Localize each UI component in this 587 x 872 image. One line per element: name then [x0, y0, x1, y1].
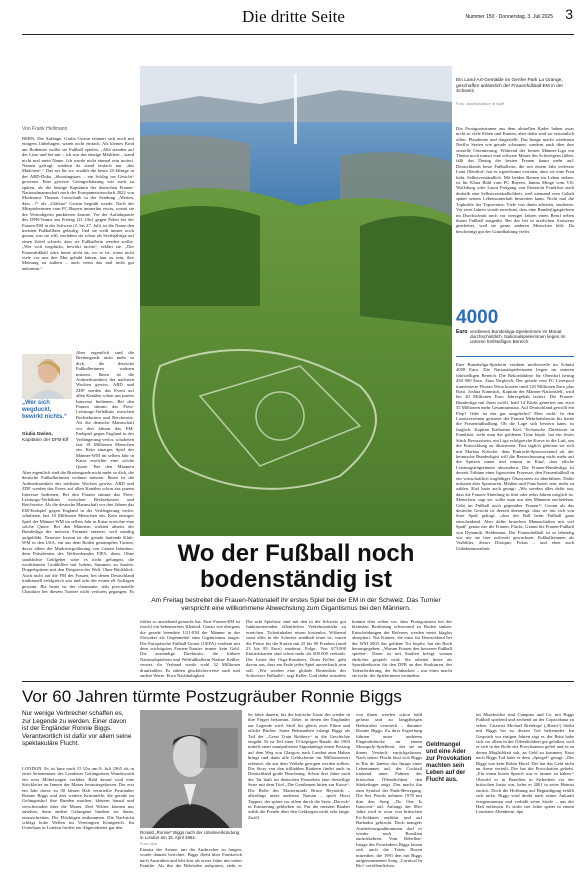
- biggs-photo-credit: Foto: dpa: [140, 841, 157, 846]
- biggs-photo: [140, 710, 242, 828]
- biggs-deck: Nur wenige Verbrecher schaffen es, zur Legende zu werden. Einer davon ist der Engländer Ronnie Biggs. Verantwortlich ist dafür vor allem seine spektakuläre Flucht.: [22, 710, 132, 748]
- deck: Am Freitag bestreitet die Frauen-Nationalelf ihr erstes Spiel bei der EM in der Schweiz. Das Turnier verspricht eine willkommene Abwechslung zum Gigantismus bei den Männern.: [151, 597, 441, 612]
- article-bottom-col-3: kommt eher selten vor, dass Protagonisten bei der kleinsten Berührung schwerund zu Boden sinken. Entscheidungen der Referees werden meist klaglos akzeptiert. Nia Künzer, die einst für Deutschland bei der WM 2003 das goldene Tor köpfte, hat ein Buch herausgegeben: „Warum Frauen den besseren Fußball spielen“. Darin ist mit Studien belegt, warum ehrlicher gespielt wird. Sie arbeitet heute als Sportdirektorin für den DFB an den Strukturen, der Talentförderung, der Sichtbarkeit – nur eines macht sie nicht: die Spielerinnen verändern.: [352, 619, 452, 679]
- stat-rule: [456, 356, 574, 357]
- biggs-col-1: LONDON. Es ist kurz nach 15 Uhr am 8. Juli 1965 als in einer Seitenmauer des Londoner Gefängnisses Wandsworth ein roter Möbelwagen vorfährt. Bald darauf wird eine Strickleiter an Innern der Mauer heruntergelassen. Der erst ein Jahr davor zu 30 Jahren Haft verurteilte Posträuber Ronnie Biggs und drei weitere Kriminelle, die gerade im Gefängnishof ihre Runden machen, klettern hinauf und verschwinden über die Mauer. Drei Wärter können nur zusehen, denn andere Gefangene hindern sie daran, einzuschreiten. Die Flüchtigen entkommen. Die Nachricht schlägt hohe Wellen im Vereinigten Königreich. Im Unterhaus in London fordert ein Abgeordneter gar den: [22, 766, 134, 831]
- article-col-right: Die Protagonistinnen aus dem aktuellen Kader haben zwar nicht so viele Erben und Kanten, aber dafür sind sie erstaunlich offen. Plaudernte und dargestellt. Das Image macht wiederum Netflix Serien wie gerade schaunen, sondern auch über ihre sexuelle Orientierung. Während der besten Männer-Liga ein Thema noch immer eine schwere Mauer des Schweigens füllen, fällt das Daring der besten Frauen kaum mehr auf. Deutschlands beste Fußballerin, die seit einem Jahr verletzte Lena Oberdorf, hat es irgendwann verraten, dass sie eine Frau liebt. Selbstverständlich. Mit beiden Beinen im Leben stehen, ist für Klara Bühl vom FC Bayern, Janina Minge vom VfL Wolfsburg oder Laura Freigang von Eintracht Frankfurt auch deshalb eine Selbstverständlichkeit, weil niemand vom Gehalt später seinen Lebensunterhalt bestreiten kann. Nicht mal die Topkräfte der Topvereine. Viele von ihnen arbeiten, studieren. Vor zwei Jahren wurde errechnet, dass eine Bundesligaspielerin im Durchschnitt noch vor weniger Jahren einen Beruf neben ihrem Fußball ausgeübt. Bei der bei in ärztlichen Assistenz gearbeitet, weil sie gerne anderen Menschen hilft. Da bescheinigt gut der Grundhaltung vieler.: [456, 126, 574, 234]
- biggs-photo-caption: Ronald „Ronnie“ Biggs nach der Urteilsverkündung in London am 15. April 1964.: [140, 830, 240, 841]
- portrait-quote: „Wer sich wegduckt, bewirkt nichts.“: [22, 400, 68, 420]
- article-bottom-col-2: Die acht Spielorte sind mit den in der Schweiz gut funktionierenden öffentlichen Verkehrsmitteln zu erreichen. Ticketinhaber reisen kostenlos. Während sonst alles in der Schweiz sündhaft teuer ist, waren die Preise für die Karten mit 25 bis 90 Franken (rund 23 bis 85 Euro) moderat. Folge: Von 673.000 Eintrittskarten sind schon mehr als 600.000 verkauft. Der Leiter des Orga-Komitees, Doris Keller, geht davon aus, dass am Ende jedes Spiel ausverkauft sein soll. „Wir werden eine globale Bestenliste des Schweizer Fußballs“, sagt Keller. Und dabei trotzdem: [246, 619, 346, 679]
- section-divider: [22, 681, 574, 682]
- page-number: 3: [565, 6, 573, 22]
- article-col-1c: [22, 470, 134, 595]
- article-col-1: BERN. Die Anfänge, Giulia Gwinn erinnert sich noch mit einigem Unbehagen, waren nicht einfach. Als kleines Kind am Bodensee wollte sie Fußball spielen. „Alle standen auf der Liste und bei mir – ich war das einzige Mädchen – stand nicht mal mein Name. Ich wurde nicht einmal rein notiert. Namen gefragt, sondern da stand einfach nur „das Mädchen“.“ Das sei für sie, erzählt die heute 25-Jährige in der ARD-Doku „Shootingstars – ein Schlag ins Gesicht“ gewesen. Eine gewisse Geringschätzung war auch zu spüren, als die heutige Kapitänin der deutschen Frauen-Nationalmannschaft nach der Europameisterschaft 2022 von Moderator Thomas Gottschalk in der Sendung „Wetten, dass…?“ als „Gläläna“ Gwinn begrüßt wurde. Nach der Mitspielerinnen vom FC Bayern immerhin etwas, womit sie die Verteidigerin punktieren konnte. Vor der Auftaktpartie des DFB-Teams am Freitag (21 Uhr) gegen Polen bei der Frauen-EM in der Schweiz (2. bis 27. Juli) ist die Name den meisten Fußballfans geläufig. Und sie weiß immer noch genau, was sie will, nachdem sie schon als Sechsjährige auf einen Zettel schrieb, dass sie Fußballerin werden wollte. „Wer sich wegduckt, bewirkt nichts“, erklärt sie. „Der Frauenfußball wäre heute nicht da, wo er ist, wenn nicht viele vor uns den Mut gehabt hätten, laut zu sein, ihre Meinung zu äußern – auch wenn das mal nicht gut ankommt.“: [22, 136, 134, 271]
- headline-line-2: bodenständig ist: [200, 566, 392, 593]
- portrait-name: [22, 432, 72, 438]
- stat-text: verdienen Bundesliga-Spielerinnen im Monat durchschnittlich. Nationalspielerinnen liegen im unteren fünfstelligen Bereich.: [470, 329, 566, 345]
- biggs-col-4: von ihnen werden schon bald gefasst und zu langjährigen Haftstrafen verurteilt – darunter Ronnie Biggs. Zu ihrer Ergreifung führten unter anderem Fingerabdrücke an einem Monopoly-Spielbrett, das sie an ihrem Versteck zurückgelassen. Nach seiner Flucht lässt sich Biggs in Rio de Janeiro das Image eines Lebemannes auf, der Cocktail trinkend unter Palmen der britischen Öffentlichkeit den Stinkefinger zeigt. Das macht ihn zum Symbol der Punk-Bewegung. Die Sex Pistols nehmen 1978 mit ihm den Song „No One Is Innocent“ auf. Anfangs der 80er Jahre wird er zwar von britischen Ex-Soldaten entführt und auf Barbados gebracht. Doch mangels Auslieferungsabkommen darf er wieder nach Brasilien zurückkehren. Vom Rebellen-Image des Posträubers Biggs lassen sich auch die Toten Hosen mitreißen, die 1991 den mit Biggs aufgenommenen Song „Carnival In Rio“ veröffentlichen,: [356, 712, 422, 868]
- article-bottom-col-1: früher so anziehend gemacht hat. Eine Frauen-EM ist (noch) ein bebenseretes Kleinod. Genau wie übrigens die gerade beendete U21-EM der Männer in der Slowakei als Gegenmittel zum Gigantismus taugte. Die Europäische Fußball-Union (UEFA) verdient mit dem wichtigsten Frauen-Turnier immer kein Geld. Die zuständige Direktorin, die frühere Nationalspielerin und Weltfußballerin Nadine Keßler, verriet, ihr Verband werde wohl 32 Millionen draufzahlen. Es zählen glücklicherweise auch mal andere Werte. Etwa Nachhaltigkeit.: [140, 619, 240, 679]
- article-col-1c-text: Aber eigentlich sind die Breitengrade nicht mehr so dick, die deutsche Fußballerinnen wohnen müssen. Ihnen ist die Aufmerksamkeit der nächsten Wochen gewiss. ARD und ZDF werden das Event auf allen Kanälen schon aus purem Interesse bedienen. Bei den Frauen stimmt das Preis-Leistungs-Verhältnis zwischen Rechtekosten und Reichweite. Als die deutsche Mannschaft vor drei Jahren das EM-Endspiel gegen England in der Verlängerung verlor, schalteten fast 18 Millionen Menschen ein. Kein einziges Spiel der Männer-WM im selben Jahr in Katar erreichte eine solche Quote. Bei den Männern wirkten abseits der Bundesliga die meisten Formate entzerrt, weil unstilig aufgebläht. Neuester Irrsinn ist die gerade laufende Klub-WM in den USA, ein aus dem Boden gestampftes Turnier, davor allem der Marktvergrößerung von Gianni Infantino, dem Präsidenten des Weltverbandes FIFA, dient. Ohne sauddichse Geldgeber wäre es nicht gelungen, die exorbitanten Großhilfen mit hohem Summen zu kaufen. Doppelspitzen mit den Despoten der Welt. Ohne Rückblick. Auch nicht auf die FM der Frauen, bei denen Deutschland traditionell erfolgreich war und acht der ersten elf Auflagen gewann. Bis heute ist der charmante, teils provinzielle Charakter bei diesem Turnier nicht verloren gegangen. Es: [22, 470, 134, 594]
- article-col-1b: Aber eigentlich sind die Breitengrade nicht mehr so dick, die deutsche Fußballerinnen wohnen müssen. Ihnen ist die Aufmerksamkeit der nächsten Wochen gewiss. ARD und ZDF werden das Event auf allen Kanälen schon aus purem Interesse bedienen. Bei den Frauen stimmt das Preis-Leistungs-Verhältnis zwischen Rechtekosten und Reichweite. Als die deutsche Mannschaft vor drei Jahren das EM-Endspiel gegen England in der Verlängerung verlor, schalteten fast 18 Millionen Menschen ein. Kein einziges Spiel der Männer-WM im selben Jahr in Katar erreichte eine solche Quote. Bei den Männern: [76, 350, 134, 469]
- headline-line-1: Wo der Fußball noch: [177, 540, 415, 567]
- section-title: Die dritte Seite: [242, 7, 345, 26]
- biggs-col-5: im Musikvideo sind Campino und Co. mit Biggs Fußball spielend und zechend an der Copacabana zu sehen. Gitarrist Michael Breitkopf („Breiti“) bleibt mit Biggs bis zu dessen Tod befreundet. Im Gespräch vor einigen Jahren sagt er, der Brite habe sich vor allem in der Öffentlichkeit gut gefallen, weil er sich in der Rolle des Provokateurs gefiel und es an denen Möglichkeit sah, an Geld zu kommen. Kurz nach Biggs Tod hatte er dem „Spiegel“ gesagt: „Der Biggs war kein Robin Hood. Der hat das Geld nicht an Arme verteilt. Der hat die Provokation geliebt. „Für einen bösen Spruch war er immer zu haben.“ Obwohl er in Brasilien in Sicherheit vor der britischen Justiz war, kehrt er 2001 in seine Heimat zurück. Doch die Hoffnung auf Begnadigung erfüllt sich nicht. Biggs wird direkt nach seiner Ankunft festgenommen und verbüßt seine Strafe – aus der Haft entlassen. Er stirbt vier Jahre später in einem Londoner Altenheim. dpa: [476, 712, 574, 815]
- biggs-col-3: So fahre dauern, bis die britische Justiz ihn wieder in ihre Finger bekommt. Jahre, in denen der Engländer zur Legende wird. Stoff für gleich zwei Filme und etliche Bücher. Seine Bekanntheit erlangt Biggs als Teil der „Great Train Robbery“ in die Geschichte eingeht. Er ist Teil einer 15-köpfigen Bande, die 1963 mittels einer manipulierten Signalanlage einen Postzug auf dem Weg von Glasgow nach London zum Halten bringt und dann alle Geldscheine im Millionenwert erbeutet, die aus dem Verkehr gezogen werden sollten. Die Story von den trilliablen Räubern findet auch in Deutschland große Beachtung. Schon drei Jahre nach der Tat läuft im deutschen Fernsehen eine dreiteilige Serie mit dem Titel „Die Gentlemen bitten zur Kasse“. Die Rolle des Masterminds Bruce Reynolds – allerdings unter anderem Namen – spielt Horst Tappert, der später vor allem durch die Serie „Derrick“ in Erinnerung geblieben ist. Für die meisten Räuber wählt die Freude über den Geldsegen nicht sehr lange. Zwölf: [248, 712, 350, 820]
- biggs-col-2: Einsatz der Armee, um die Ausbrecher zu fangen, wurde damals berichtet. Biggs flieht über Frankreich nach Australien und lebt dort als erstes Jahre mit seiner Familie. Als ihn die Behörden aufspüren, zieht er: [140, 847, 242, 869]
- main-photo: [140, 66, 452, 536]
- issue-meta: Nummer 150 · Donnerstag, 3. Juli 2025: [465, 14, 553, 20]
- photo-credit: Foto: dpa/Salvatore di Nolfi: [456, 101, 505, 106]
- article-col-right-2: Eine Bundesliga-Spielerin verdient mittlerweile im Schnitt 4000 Euro. Die Nationalspielerinnen liegen im unteren fünfstelligen Bereich. Die Rekordablöse für Oberdorf betrug 450 000 Euro. Zum Vergleich: Der gerade vom FC Liverpool transferierte Florian Wirtz kostete rund 120 Millionen Euro plus Boni. Joshua Kimmich, Kapitän der Männer-Nationalelf, wird bei 20 Millionen Euro Jahresgehalt taxiert. Die Frauen-Bundesliga mit ihren zwölf, bald 14 Klubs generiert nur etwa 55 Millionen mehr Gesamtumsatz. Auf Deutschland gewollt ein Flop? Oder ist das gar umgekehrt? Eher nicht. In den Lizenzvereinen gestartet der Frauen Mehrheitsbesitz bis heute die Frauenfußballung. Ob die Lage sich bessern kann, ist fraglich. Kapitän Katharina Kiel, Technische Direktorin in Frankfurt, sieht man die goldenen Töne köpfe, hat ein festes Stück Bewusstsein, ein Liga erfolgreiche Kurve in die Luft, um die Entwicklung zu illustrieren. Fast täglich gehören sie sich mit Markus Krösche, dem Eintracht-Sportvorstand ab, der heimische Bundesligist will die Bezuschussung nicht mehr auf die Spitzen tunen und nimmt in Kauf, dass etliche Leistungsträgerinnen abwandern. Die Frauen-Bundesliga ist derzeit Tribüne einer ligaweiten Prozesse, den Frauenfußball in ein wirtschaftlich tragfähiges Ökosystem zu überführen. Dafür müssten aber Sponsoren, Medien und Fans bereit sein, mehr zu zahlen. Kiel hatte auch gesagt: „Wir werden alles dafür tun, dass die Frauen-Abteilung in fünf oder zehn Jahren möglich ist. Menschen, sagt sie, sollte man nur den Männern nachziehen. Geht im Fußball auch gegenüber Frauen!“ Gwinn als das deutsche Gesicht ist derzeit überzeugt, dass sie mit sich von ihrer Spaß gelingt, „dass der Ball beim Fußball ganz entscheidend. Aber dafür brauchen Mannschaften mit viel Spaß“ genau wie die Frauen, Flucht, Gianni bis Frauen-Fußball von Dynamik, Heldenmut. Der Frauenfußball ist so lebendig wie nie sie hier weltweit gewachsen. Fußballerinnen als Vorbilder, dieser Diszipin, Fokus – und eben auch Unbekümmertheit.: [456, 362, 574, 551]
- header-rule: [22, 34, 574, 35]
- portrait-name-text: Giulia Gwinn,: [22, 432, 53, 437]
- portrait-photo: [22, 354, 72, 399]
- biggs-headline: Vor 60 Jahren türmte Postzugräuber Ronnie Biggs: [22, 687, 402, 706]
- photo-caption: Ein Land-Art-Gemälde im Genfer Park La Grange, geschaffen anlässlich der Frauenfußball-EM in der Schweiz.: [456, 78, 564, 95]
- biggs-pull-quote: Geldmangel und eine Ader zur Provokation machten sein Leben auf der Flucht aus.: [426, 742, 472, 783]
- portrait-role: Kapitänin der DFB-Elf: [22, 438, 69, 443]
- stat-number: 4000: [456, 307, 499, 328]
- stat-unit: Euro: [456, 329, 468, 335]
- byline: Von Frank Hellmann: [22, 126, 68, 132]
